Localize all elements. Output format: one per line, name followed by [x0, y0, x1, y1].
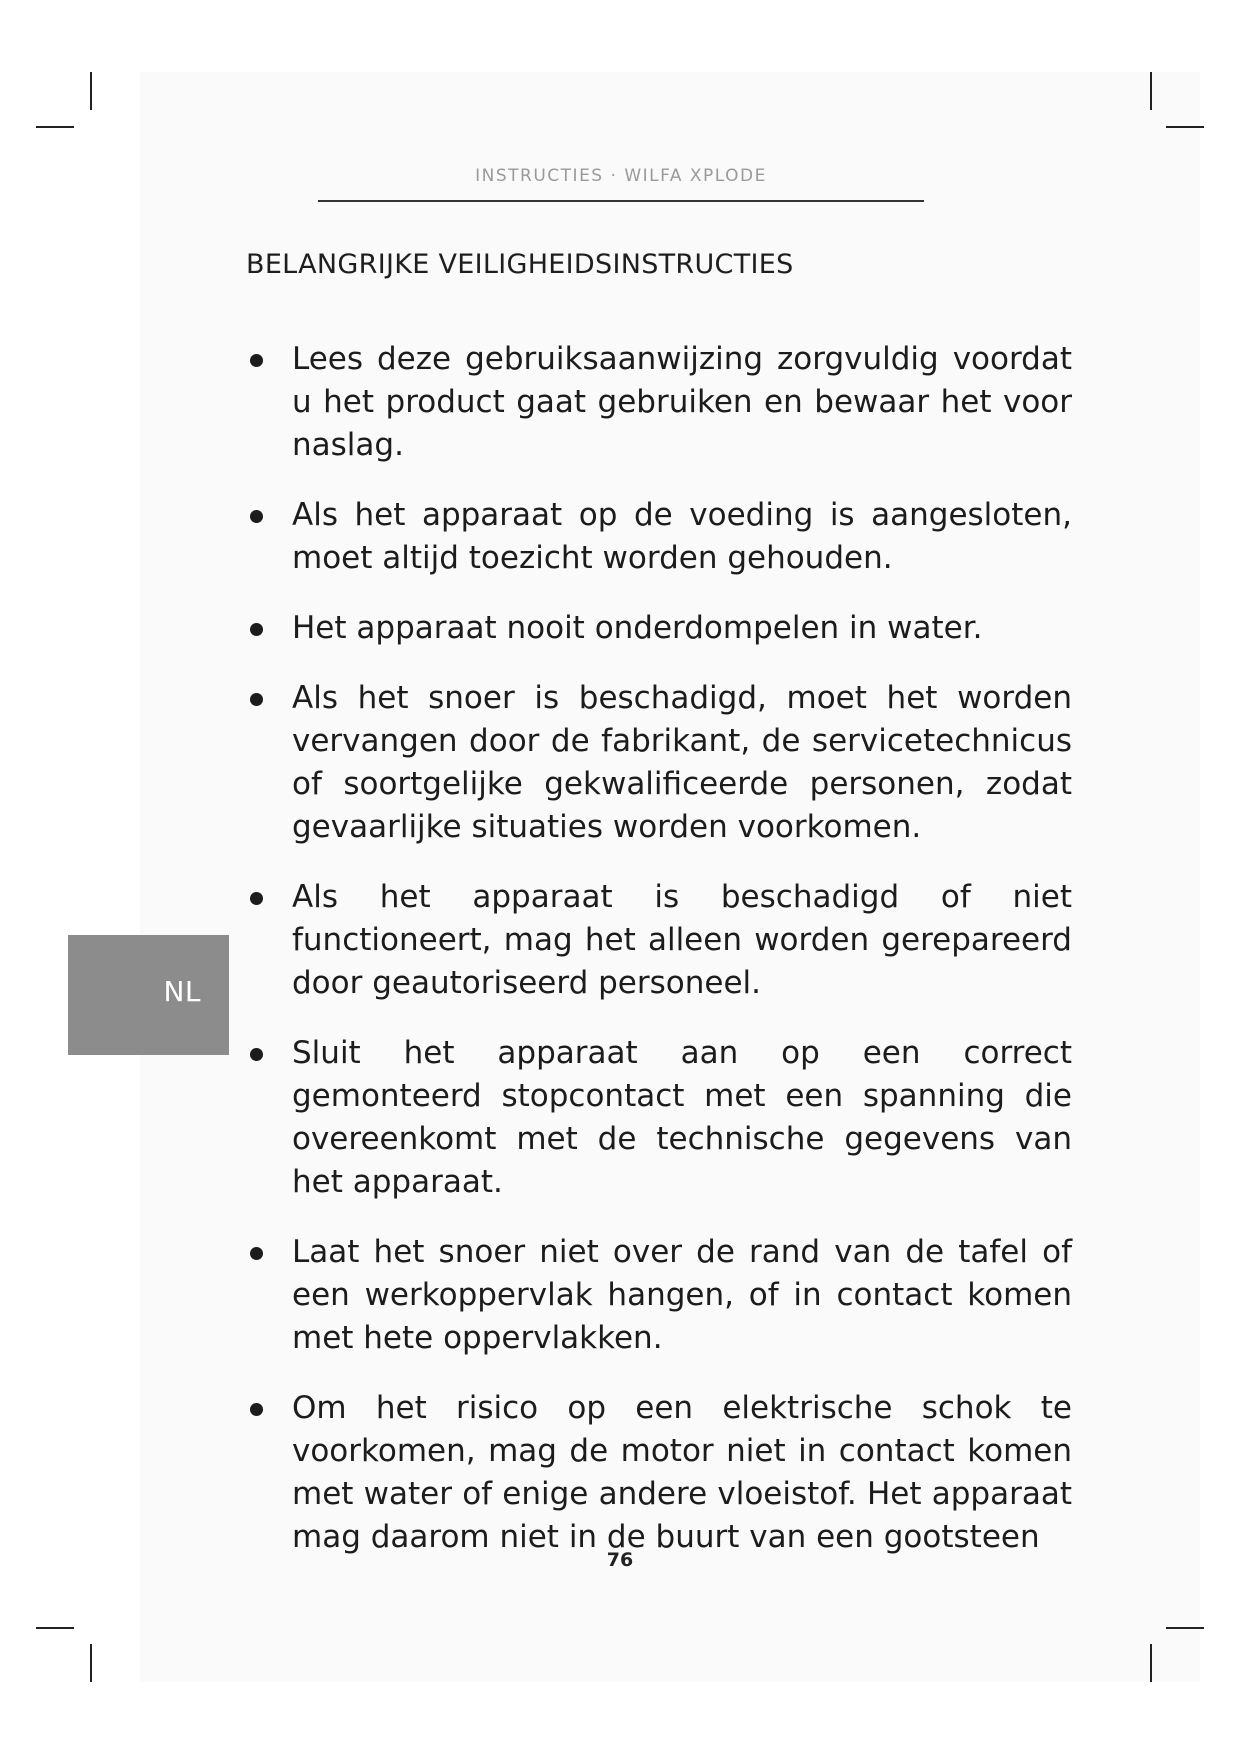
safety-instructions-list — [246, 338, 1072, 1586]
list-item-text: Lees deze gebruiksaanwijzing zorgvuldig voordat u het product gaat gebruiken en bewaar het voor naslag. — [292, 341, 1072, 463]
list-item — [246, 607, 1072, 650]
bullet-icon — [250, 354, 263, 367]
crop-mark-top-left-vertical — [90, 72, 92, 110]
bullet-icon — [250, 892, 263, 905]
header-rule — [318, 200, 924, 202]
crop-mark-top-left-horizontal — [36, 126, 74, 128]
language-tab — [68, 935, 229, 1055]
crop-mark-top-right-vertical — [1150, 72, 1152, 110]
list-item-text: Als het apparaat op de voeding is aangesloten, moet altijd toezicht worden gehouden. — [292, 497, 1072, 576]
list-item-text: Het apparaat nooit onderdompelen in water. — [292, 610, 983, 646]
crop-mark-bottom-left-horizontal — [36, 1627, 74, 1629]
list-item — [246, 876, 1072, 1005]
crop-mark-bottom-right-vertical — [1150, 1644, 1152, 1682]
bullet-icon — [250, 623, 263, 636]
list-item — [246, 1387, 1072, 1559]
list-item-text: Laat het snoer niet over de rand van de tafel of een werkoppervlak hangen, of in contact komen met hete oppervlakken. — [292, 1234, 1072, 1356]
crop-mark-bottom-right-horizontal — [1166, 1627, 1204, 1629]
bullet-icon — [250, 510, 263, 523]
crop-mark-bottom-left-vertical — [90, 1644, 92, 1682]
crop-mark-top-right-horizontal — [1166, 126, 1204, 128]
bullet-icon — [250, 1048, 263, 1061]
list-item-text: Om het risico op een elektrische schok te voorkomen, mag de motor niet in contact komen met water of enige andere vloeistof. Het apparaat mag daarom niet in de buurt van een gootsteen — [292, 1390, 1072, 1555]
page-number: 76 — [606, 1549, 634, 1571]
bullet-icon — [250, 693, 263, 706]
list-item — [246, 494, 1072, 580]
language-tab-label: NL — [163, 975, 201, 1008]
list-item — [246, 338, 1072, 467]
list-item-text: Sluit het apparaat aan op een correct gemonteerd stopcontact met een spanning die overeenkomt met de technische gegevens van het apparaat. — [292, 1035, 1072, 1200]
list-item-text: Als het apparaat is beschadigd of niet functioneert, mag het alleen worden gerepareerd door geautoriseerd personeel. — [292, 879, 1072, 1001]
bullet-icon — [250, 1247, 263, 1260]
list-item — [246, 677, 1072, 849]
running-header: INSTRUCTIES · WILFA XPLODE — [475, 166, 767, 186]
bullet-icon — [250, 1403, 263, 1416]
list-item — [246, 1032, 1072, 1204]
section-title: BELANGRIJKE VEILIGHEIDSINSTRUCTIES — [246, 249, 794, 280]
list-item-text: Als het snoer is beschadigd, moet het worden vervangen door de fabrikant, de servicetechnicus of soortgelijke gekwalificeerde personen, zodat gevaarlijke situaties worden voorkomen. — [292, 680, 1072, 845]
list-item — [246, 1231, 1072, 1360]
